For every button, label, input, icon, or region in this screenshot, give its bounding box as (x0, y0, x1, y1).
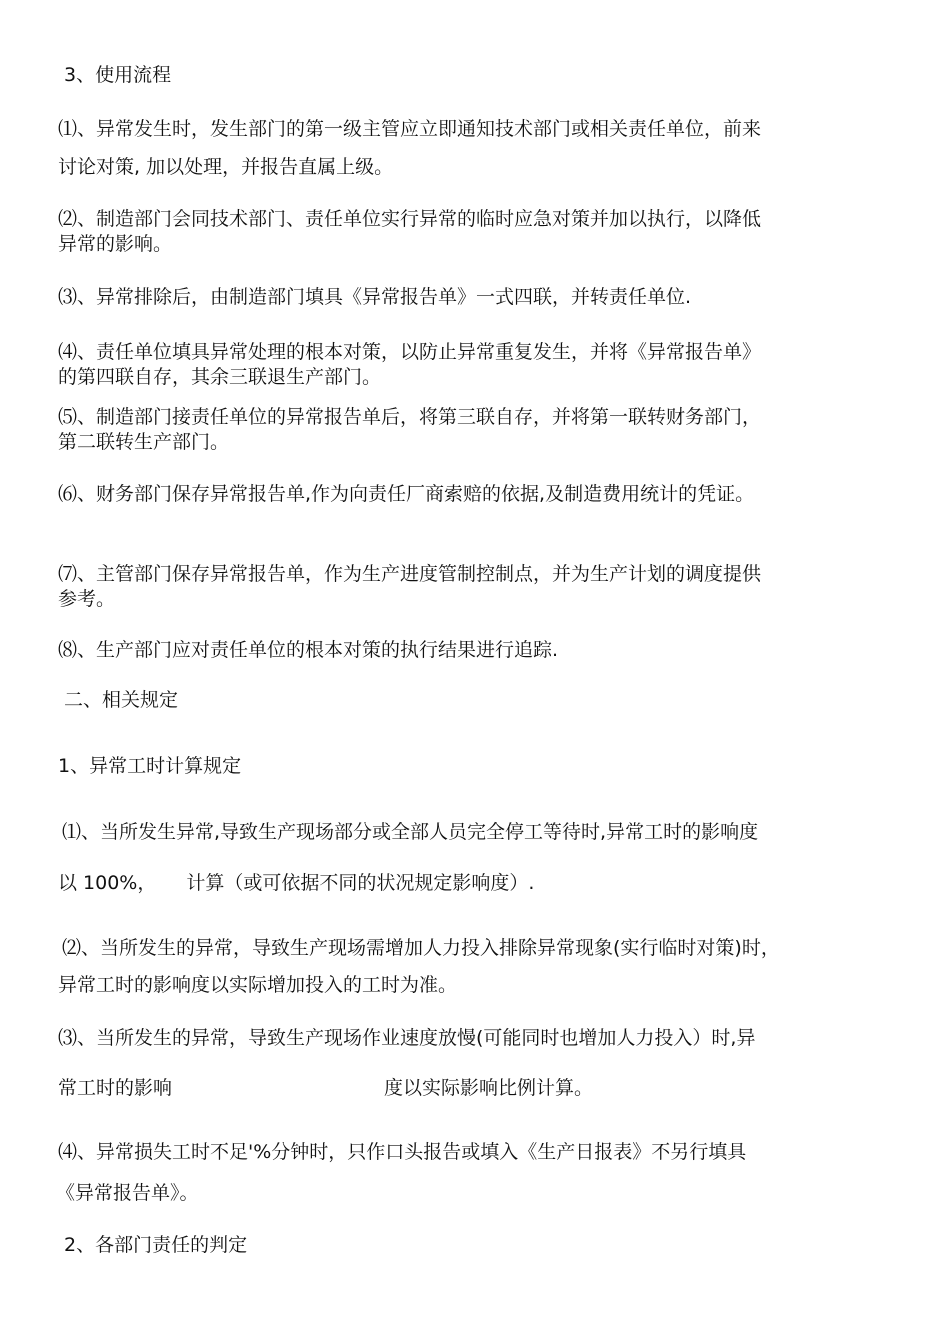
step-6-line-1: ⑹、财务部门保存异常报告单,作为向责任厂商索赔的依据,及制造费用统计的凭证。 (58, 483, 755, 505)
step-1-line-1: ⑴、异常发生时，发生部门的第一级主管应立即通知技术部门或相关责任单位，前来 (58, 118, 762, 140)
step-7-line-2: 参考。 (58, 588, 116, 610)
rule-1-item-1-line-2 (58, 871, 534, 895)
rule-1-item-2-line-2: 异常工时的影响度以实际增加投入的工时为准。 (58, 974, 458, 996)
calc-note: 计算（或可依据不同的状况规定影响度）. (186, 872, 535, 894)
rule-1-item-4-line-2: 《异常报告单》。 (56, 1182, 199, 1204)
step-5-line-1: ⑸、制造部门接责任单位的异常报告单后，将第三联自存，并将第一联转财务部门， (58, 406, 762, 428)
step-2-line-1: ⑵、制造部门会同技术部门、责任单位实行异常的临时应急对策并加以执行，以降低 (58, 208, 762, 230)
rule-2-heading: 2、各部门责任的判定 (64, 1234, 248, 1256)
rule-1-item-1-line-1: ⑴、当所发生异常,导致生产现场部分或全部人员完全停工等待时,异常工时的影响度 (62, 821, 759, 843)
rule-1-item-4-line-1: ⑷、异常损失工时不足'%分钟时，只作口头报告或填入《生产日报表》不另行填具 (58, 1141, 747, 1163)
step-1-line-2: 讨论对策, 加以处理，并报告直属上级。 (58, 156, 394, 178)
rule-1-item-3-part-a: 常工时的影响 (58, 1077, 173, 1099)
rule-1-heading: 1、异常工时计算规定 (58, 755, 242, 777)
step-8-line-1: ⑻、生产部门应对责任单位的根本对策的执行结果进行追踪. (58, 639, 559, 661)
step-7-line-1: ⑺、主管部门保存异常报告单，作为生产进度管制控制点，并为生产计划的调度提供 (58, 563, 762, 585)
step-5-line-2: 第二联转生产部门。 (58, 431, 230, 453)
percent-value: 以 100%， (58, 872, 157, 894)
step-4-line-1: ⑷、责任单位填具异常处理的根本对策，以防止异常重复发生，并将《异常报告单》 (58, 341, 762, 363)
rule-1-item-2-line-1: ⑵、当所发生的异常，导致生产现场需增加人力投入排除异常现象(实行临时对策)时， (62, 937, 780, 959)
rule-1-item-3-part-b: 度以实际影响比例计算。 (384, 1077, 594, 1099)
section-2-heading: 二、相关规定 (64, 689, 179, 711)
step-4-line-2: 的第四联自存，其余三联退生产部门。 (58, 366, 382, 388)
rule-1-item-3-line-2 (58, 1076, 593, 1100)
rule-1-item-3-line-1: ⑶、当所发生的异常，导致生产现场作业速度放慢(可能同时也增加人力投入）时,异 (58, 1027, 756, 1049)
step-3-line-1: ⑶、异常排除后，由制造部门填具《异常报告单》一式四联，并转责任单位. (58, 286, 692, 308)
step-2-line-2: 异常的影响。 (58, 233, 173, 255)
section-3-heading: 3、使用流程 (64, 64, 172, 86)
